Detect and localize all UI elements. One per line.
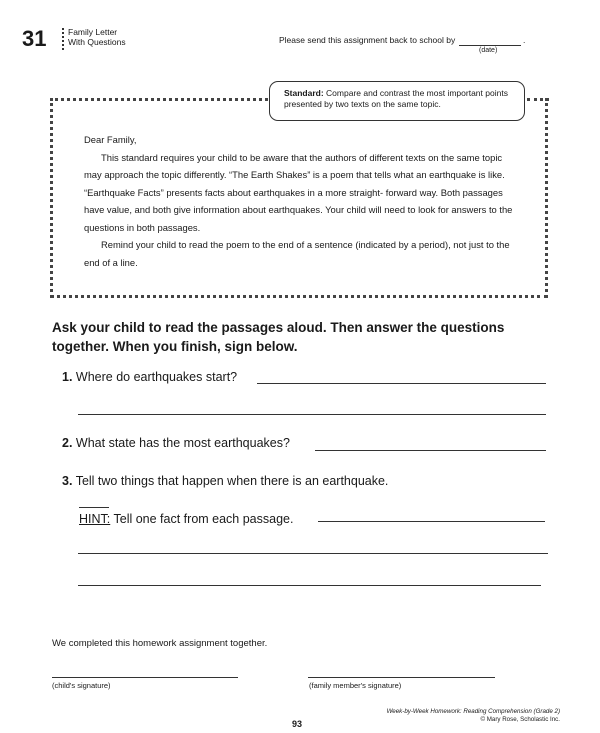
answer-1-line-2[interactable] [78,414,546,415]
hint-label: HINT: [79,512,111,526]
answer-2-line[interactable] [315,450,546,451]
credit [360,708,560,724]
family-letter [84,131,516,271]
completion-statement: We completed this homework assignment together. [52,638,268,649]
answer-1-line[interactable] [257,383,546,384]
standard-label: Standard: [284,88,324,98]
credit-copyright: © Mary Rose, Scholastic Inc. [480,716,560,723]
letter-frame-left [50,98,53,298]
question-2-number: 2. [62,436,73,450]
header-divider [62,28,64,50]
send-back-period: . [523,35,526,45]
child-signature-label: (child's signature) [52,681,111,690]
question-2 [62,436,290,450]
question-3 [62,474,388,488]
question-1-number: 1. [62,370,73,384]
answer-3-line-3[interactable] [78,585,541,586]
hint [79,512,293,526]
letter-greeting: Dear Family, [84,134,137,145]
answer-3-line[interactable] [318,521,545,522]
family-signature-label: (family member's signature) [309,681,402,690]
hint-overline [79,507,109,508]
lesson-title [68,27,126,47]
letter-paragraph-2: Remind your child to read the poem to the end of a sentence (indicated by a period), not just to the end of a line. [84,239,510,268]
date-field[interactable] [459,45,521,46]
send-back-instruction: Please send this assignment back to school by [279,35,456,45]
child-signature-line[interactable] [52,677,238,678]
standard-text: Compare and contrast the most important points presented by two texts on the same topic. [284,88,508,109]
date-label: (date) [479,47,498,54]
question-3-text: Tell two things that happen when there is an earthquake. [75,474,389,488]
question-3-number: 3. [62,474,73,488]
family-signature-line[interactable] [308,677,495,678]
lesson-title-line2: With Questions [68,37,126,47]
lesson-title-line1: Family Letter [68,27,118,37]
credit-title: Week-by-Week Homework: Reading Comprehension (Grade 2) [386,708,560,715]
instructions-heading: Ask your child to read the passages aloud. Then answer the questions together. When you finish, sign below. [52,320,505,354]
page-number: 93 [292,719,303,729]
lesson-number: 31 [22,26,47,51]
question-1-text: Where do earthquakes start? [75,370,238,384]
question-1 [62,370,237,384]
answer-3-line-2[interactable] [78,553,548,554]
hint-text: Tell one fact from each passage. [113,512,294,526]
letter-frame-right [545,98,548,298]
letter-frame-bottom [50,295,548,298]
standard-box [269,81,525,121]
question-2-text: What state has the most earthquakes? [75,436,290,450]
letter-frame-top-left [50,98,268,101]
letter-paragraph-1: This standard requires your child to be aware that the authors of different texts on the same topic may approach the topic differently. “The Earth Shakes” is a poem that tells what an earthquake is like. “Earthquake Facts” presents facts about earthquakes in a more straight- forward way. Both passages have value, and both give information about earthquakes. Your child will need to look for answers to the questions in both passages. [84,151,513,233]
